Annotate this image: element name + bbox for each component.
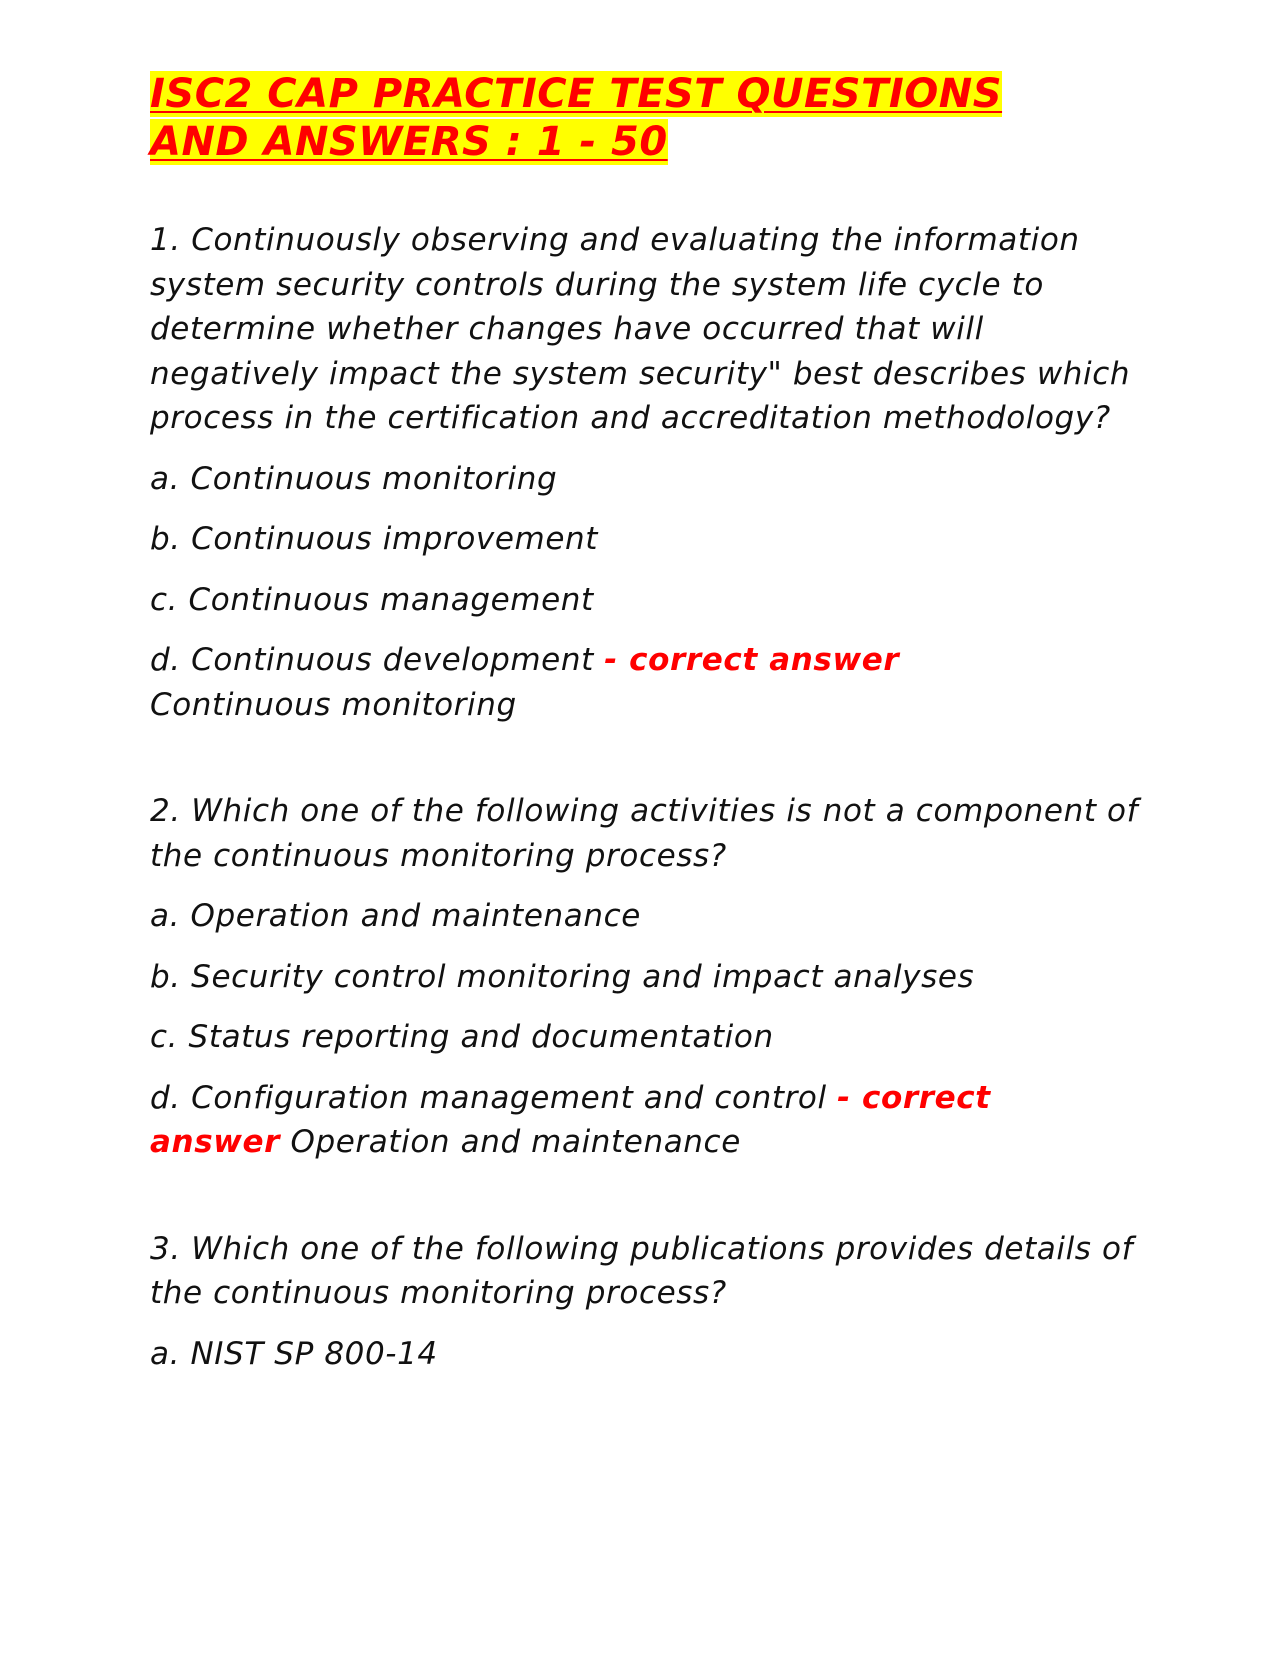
option-d-with-answer [150,638,1140,727]
option-a: a. NIST SP 800-14 [150,1335,438,1372]
option-d: d. Continuous development [150,642,594,678]
option-b: b. Security control monitoring and impact analyses [150,958,975,995]
option-a: a. Continuous monitoring [150,460,558,497]
question-3 [150,1227,1140,1377]
correct-answer-value: Operation and maintenance [290,1124,741,1160]
option-c: c. Status reporting and documentation [150,1019,774,1055]
option-a: a. Operation and maintenance [150,898,641,934]
question-2 [150,789,1140,1165]
correct-answer-label-part1: - correct [837,1079,991,1116]
correct-answer-value: Continuous monitoring [150,686,517,723]
option-d: d. Configuration management and control [150,1079,827,1116]
question-text: 1. Continuously observing and evaluating the information system security controls during the system life cycle to determine whether changes have occurred that will negatively impact the system security" best describes which process in the certification and accreditation methodology? [150,222,1131,436]
question-1 [150,218,1140,727]
option-d-with-answer [150,1076,1140,1165]
document-page [150,70,1140,1438]
option-c: c. Continuous management [150,581,594,618]
correct-answer-label: - correct answer [604,642,900,678]
title-line-1: ISC2 CAP PRACTICE TEST QUESTIONS [150,71,1003,117]
option-b: b. Continuous improvement [150,521,599,557]
title-line-2: AND ANSWERS : 1 - 50 [150,119,668,165]
question-text: 2. Which one of the following activities is not a component of the continuous monitoring process? [150,793,1139,874]
correct-answer-label-part2: answer [150,1124,280,1160]
document-title [150,70,1140,166]
question-text: 3. Which one of the following publications provides details of the continuous monitoring process? [150,1230,1134,1311]
